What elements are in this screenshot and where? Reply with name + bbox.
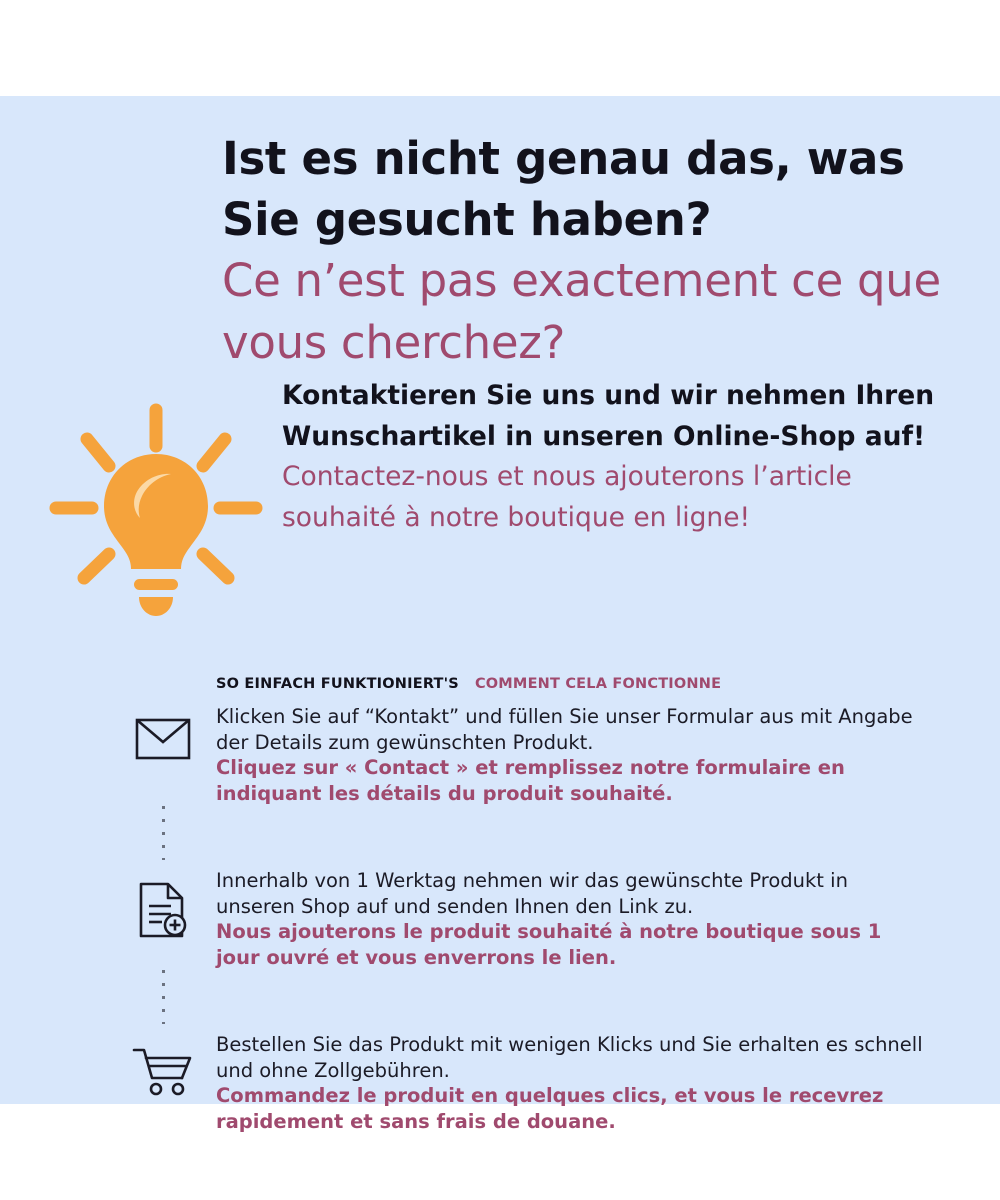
steps-list <box>110 704 940 1134</box>
subheadline-fr: Contactez-nous et nous ajouterons l’article souhaité à notre boutique en ligne! <box>282 461 852 533</box>
step-de: Bestellen Sie das Produkt mit wenigen Klicks und Sie erhalten es schnell und ohne Zollgebühren. <box>216 1033 923 1082</box>
how-it-works-label-fr: COMMENT CELA FONCTIONNE <box>474 676 722 692</box>
step-text <box>216 868 940 970</box>
step-connector <box>110 970 940 1032</box>
step-fr: Nous ajouterons le produit souhaité à notre boutique sous 1 jour ouvré et vous enverrons le lien. <box>216 920 882 969</box>
promo-banner <box>0 96 1000 1133</box>
step-text <box>216 704 940 806</box>
shopping-cart-icon <box>110 1032 216 1096</box>
envelope-icon <box>110 704 216 760</box>
step-item <box>110 868 940 970</box>
connector-rail <box>110 970 216 1032</box>
connector-rail <box>110 806 216 868</box>
how-it-works-heading <box>216 676 721 692</box>
step-de: Klicken Sie auf “Kontakt” und füllen Sie unser Formular aus mit Angabe der Details zum gewünschten Produkt. <box>216 705 913 754</box>
headline-block <box>222 128 962 373</box>
step-item <box>110 1032 940 1134</box>
dotted-line <box>162 806 165 860</box>
headline-de: Ist es nicht genau das, was Sie gesucht haben? <box>222 132 905 247</box>
step-fr: Cliquez sur « Contact » et remplissez notre formulaire en indiquant les détails du produit souhaité. <box>216 756 845 805</box>
step-de: Innerhalb von 1 Werktag nehmen wir das gewünschte Produkt in unseren Shop auf und senden Ihnen den Link zu. <box>216 869 848 918</box>
how-it-works-label-de: SO EINFACH FUNKTIONIERT'S <box>216 676 459 692</box>
step-item <box>110 704 940 806</box>
step-fr: Commandez le produit en quelques clics, et vous le recevrez rapidement et sans frais de douane. <box>216 1084 884 1133</box>
step-connector <box>110 806 940 868</box>
subheadline-text <box>282 376 970 538</box>
subheadline-row <box>30 376 970 630</box>
dotted-line <box>162 970 165 1024</box>
lightbulb-icon <box>30 376 282 630</box>
subheadline-de: Kontaktieren Sie uns und wir nehmen Ihren Wunschartikel in unseren Online-Shop auf! <box>282 380 935 452</box>
headline-fr: Ce n’est pas exactement ce que vous cherchez? <box>222 254 941 369</box>
document-add-icon <box>110 868 216 938</box>
step-text <box>216 1032 940 1134</box>
